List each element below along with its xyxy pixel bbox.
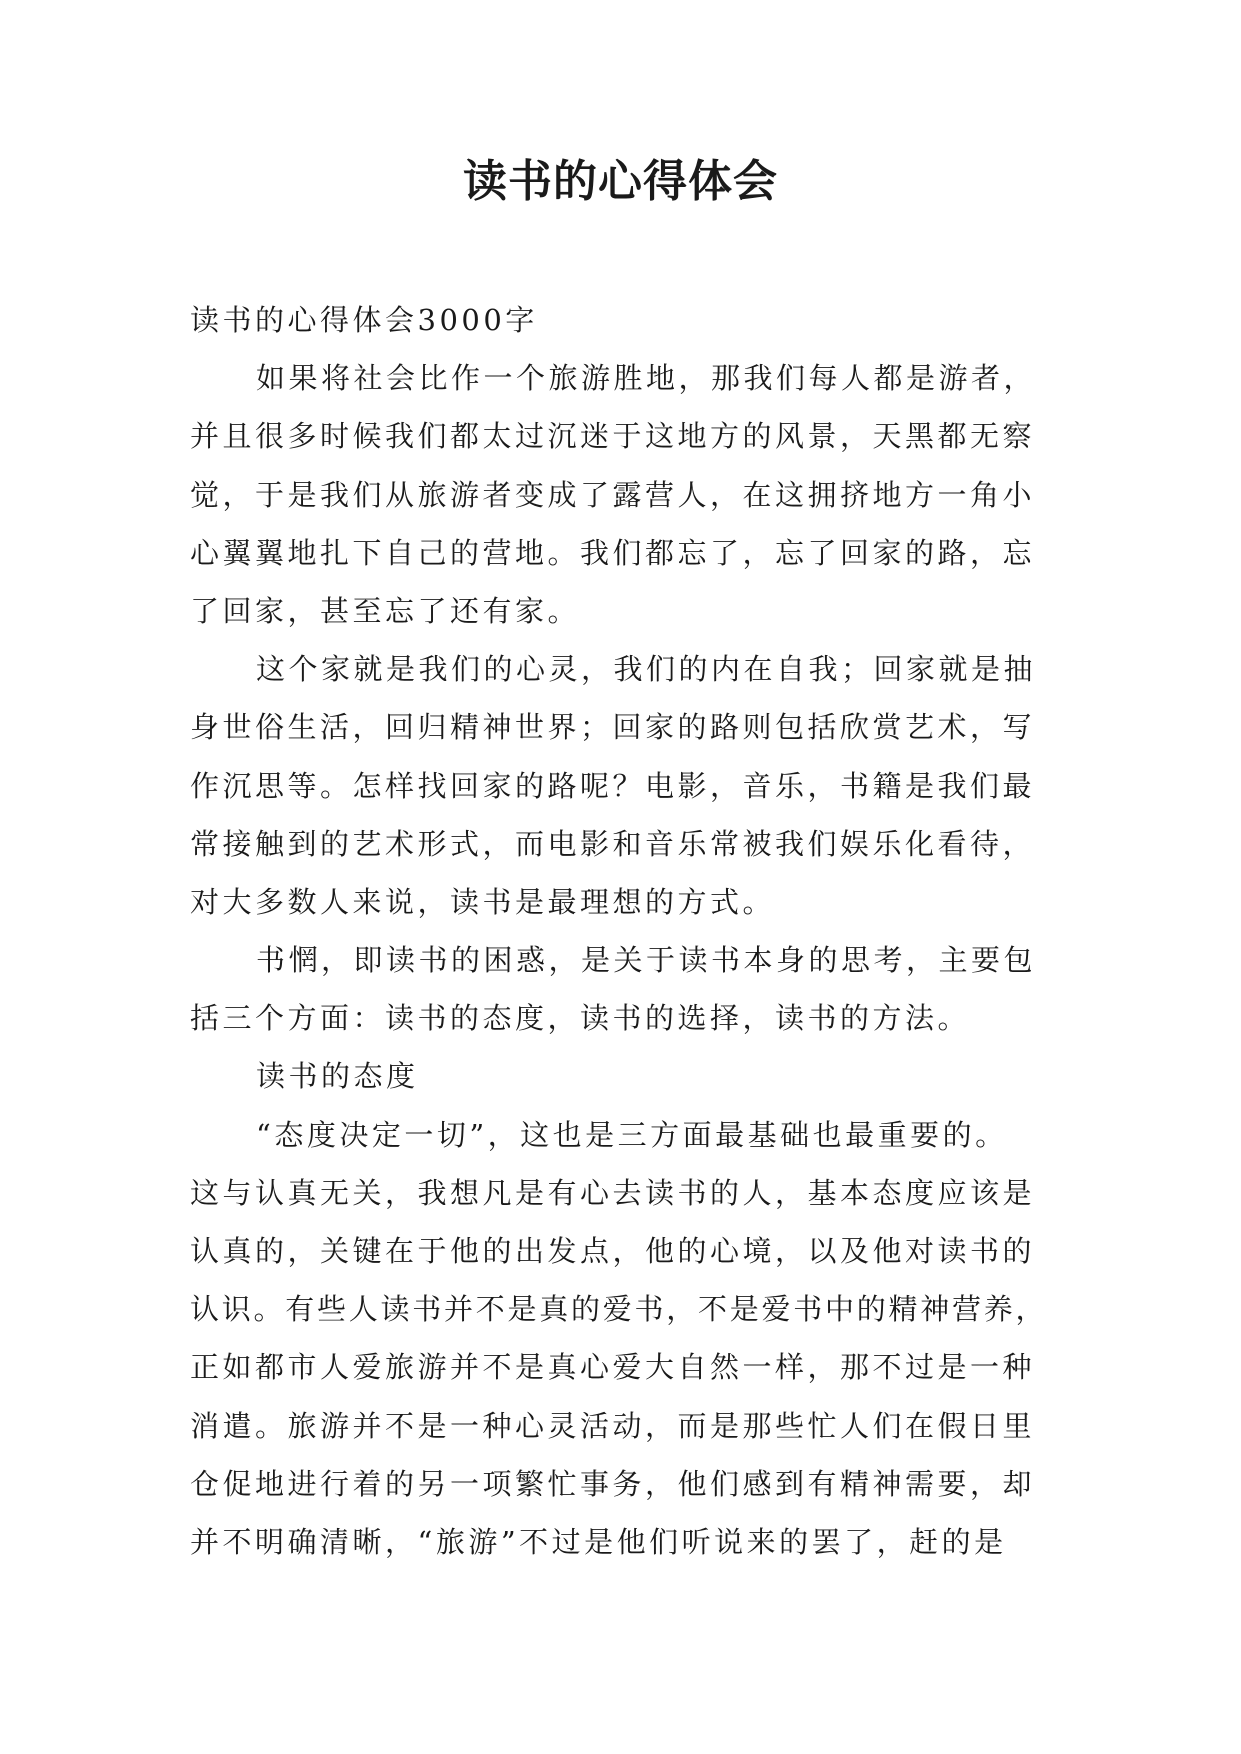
document-title: 读书的心得体会 xyxy=(463,156,778,207)
body-line: 身世俗生活，回归精神世界；回家的路则包括欣赏艺术，写 xyxy=(190,710,1036,745)
body-line: 作沉思等。怎样找回家的路呢？电影，音乐，书籍是我们最 xyxy=(190,768,1036,803)
body-line: 括三个方面：读书的态度，读书的选择，读书的方法。 xyxy=(190,1001,971,1036)
body-line: “态度决定一切”，这也是三方面最基础也最重要的。 xyxy=(256,1117,1008,1152)
body-line: 了回家，甚至忘了还有家。 xyxy=(190,593,581,628)
body-line: 认真的，关键在于他的出发点，他的心境，以及他对读书的 xyxy=(190,1234,1036,1268)
body-line: 心翼翼地扎下自己的营地。我们都忘了，忘了回家的路，忘 xyxy=(190,535,1036,570)
body-line: 觉，于是我们从旅游者变成了露营人，在这拥挤地方一角小 xyxy=(190,477,1036,512)
body-line: 仓促地进行着的另一项繁忙事务，他们感到有精神需要，却 xyxy=(190,1466,1036,1501)
body-line: 对大多数人来说，读书是最理想的方式。 xyxy=(190,884,776,919)
body-line: 这个家就是我们的心灵，我们的内在自我；回家就是抽 xyxy=(256,652,1037,687)
body-line: 正如都市人爱旅游并不是真心爱大自然一样，那不过是一种 xyxy=(190,1350,1036,1385)
body-line: 读书的心得体会3000字 xyxy=(190,303,538,337)
section-heading: 读书的态度 xyxy=(256,1059,419,1094)
body-line: 书惘，即读书的困惑，是关于读书本身的思考，主要包 xyxy=(256,943,1037,978)
body-line: 如果将社会比作一个旅游胜地，那我们每人都是游者， xyxy=(256,361,1037,396)
body-line: 并不明确清晰，“旅游”不过是他们听说来的罢了，赶的是 xyxy=(190,1524,1007,1559)
document-body xyxy=(190,291,1052,1571)
body-line: 认识。有些人读书并不是真的爱书，不是爱书中的精神营养， xyxy=(190,1292,1048,1327)
body-line: 这与认真无关，我想凡是有心去读书的人，基本态度应该是 xyxy=(190,1175,1036,1210)
body-line: 消遣。旅游并不是一种心灵活动，而是那些忙人们在假日里 xyxy=(190,1408,1036,1443)
body-line: 常接触到的艺术形式，而电影和音乐常被我们娱乐化看待， xyxy=(190,826,1036,861)
body-line: 并且很多时候我们都太过沉迷于这地方的风景，天黑都无察 xyxy=(190,419,1036,454)
